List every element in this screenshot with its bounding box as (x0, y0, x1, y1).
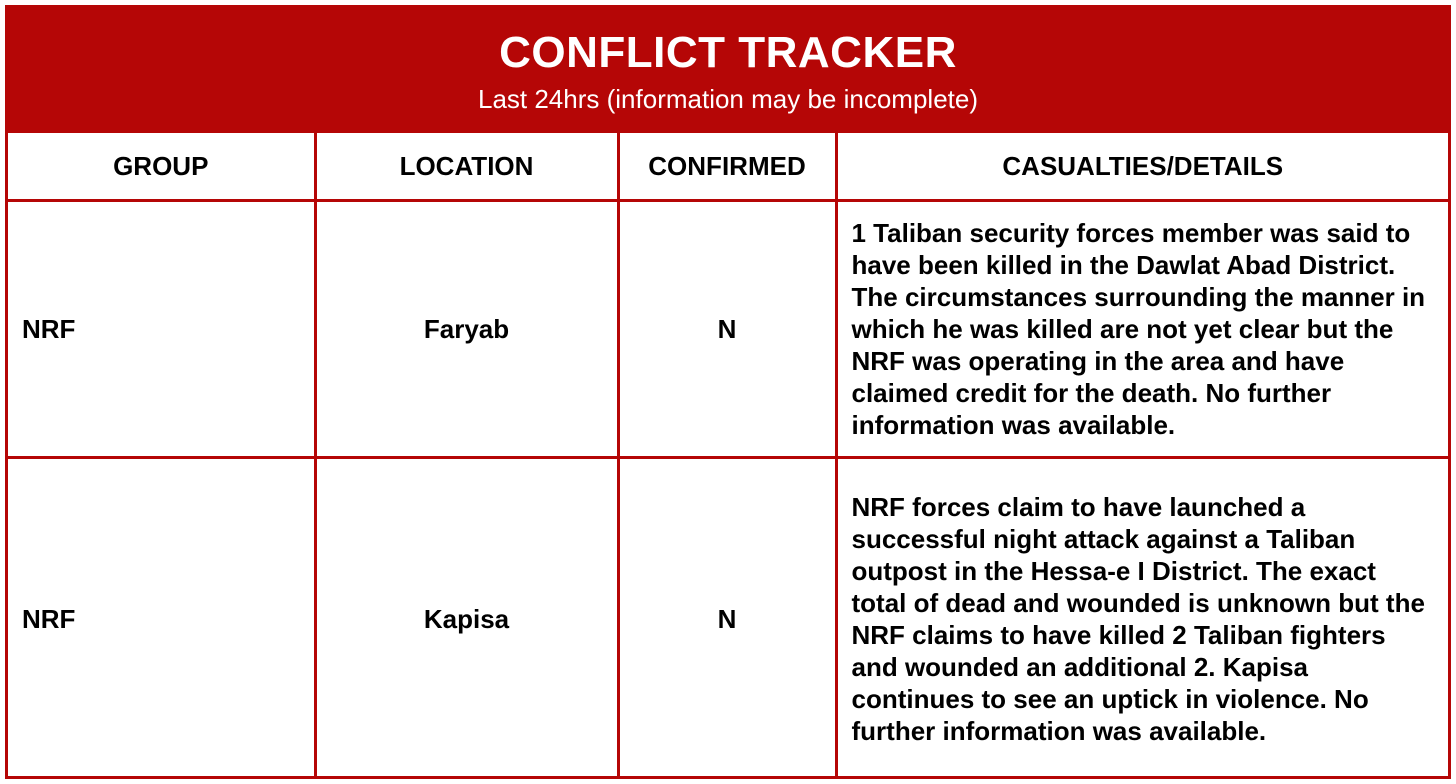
cell-details: NRF forces claim to have launched a successful night attack against a Taliban outpost in the Hessa-e I District. The exact total of dead and wounded is unknown but the NRF claims to have killed 2 Taliban fighters and wounded an additional 2. Kapisa continues to see an uptick in violence. No further information was available. (836, 458, 1448, 780)
cell-group: NRF (8, 458, 315, 780)
table-row (8, 458, 1448, 780)
table-row (8, 201, 1448, 458)
cell-details: 1 Taliban security forces member was said to have been killed in the Dawlat Abad District. The circumstances surrounding the manner in which he was killed are not yet clear but the NRF was operating in the area and have claimed credit for the death. No further information was available. (836, 201, 1448, 458)
cell-confirmed: N (618, 201, 836, 458)
title-banner (8, 8, 1448, 130)
conflict-tracker (5, 5, 1451, 779)
page-title: CONFLICT TRACKER (499, 28, 957, 77)
header-confirmed: CONFIRMED (618, 132, 836, 201)
page-subtitle: Last 24hrs (information may be incomplete) (477, 84, 978, 114)
header-location: LOCATION (315, 132, 618, 201)
header-group: GROUP (8, 132, 315, 201)
header-casualties-details: CASUALTIES/DETAILS (836, 132, 1448, 201)
cell-confirmed: N (618, 458, 836, 780)
table-header-row (8, 132, 1448, 201)
conflict-table (8, 130, 1448, 779)
cell-group: NRF (8, 201, 315, 458)
cell-location: Kapisa (315, 458, 618, 780)
cell-location: Faryab (315, 201, 618, 458)
